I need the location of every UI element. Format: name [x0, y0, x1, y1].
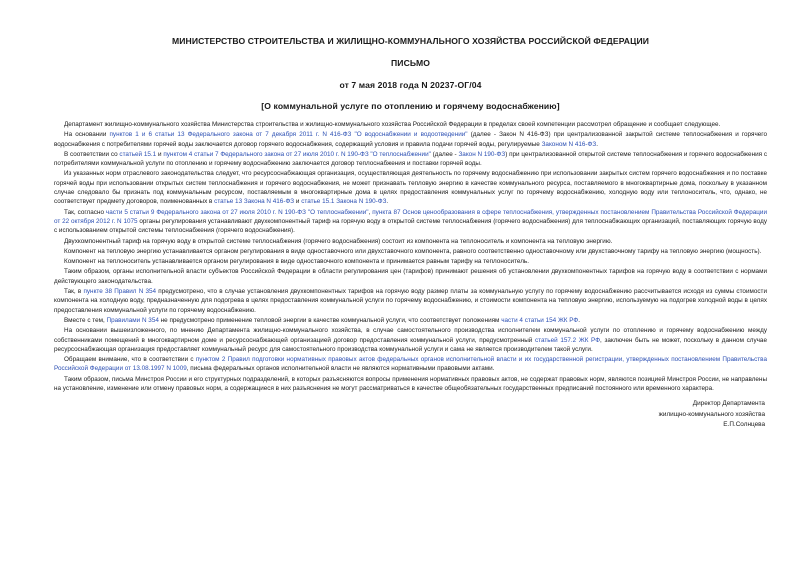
- text: .: [578, 316, 581, 324]
- signature-block: [54, 399, 767, 431]
- paragraph-5: [54, 208, 767, 236]
- link-article-13-law-416[interactable]: статье 13 Закона N 416-ФЗ: [214, 198, 295, 206]
- signature-department: жилищно-коммунального хозяйства: [658, 410, 765, 418]
- link-pricing-basics-1075[interactable]: пункта 87 Основ ценообразования в сфере теплоснабжения, утвержденных постановлением Правительства Российской Федерации от 22 октября 2012 г. N 1075: [54, 208, 768, 225]
- text: органы регулирования устанавливают двухкомпонентный тариф на горячую воду в открытой системе теплоснабжения (горячего водоснабжения) для теплоснабжающих организаций, поставляющих горячую воду с использованием открытой системы теплоснабжения (горячего водоснабжения).: [54, 217, 767, 235]
- text: На основании вышеизложенного, по мнению Департамента жилищно-коммунального хозяйства, в случае самостоятельного производства исполнителем коммунальной услуги по отоплению и горячему водоснабжению между собственниками помещений в многоквартирном доме и ресурсоснабжающей организацией договор предоставления коммунальной услуги, предусмотренный: [54, 327, 767, 344]
- link-housing-code-154[interactable]: части 4 статьи 154 ЖК РФ: [501, 316, 579, 324]
- document-date-number: от 7 мая 2018 года N 20237-ОГ/04: [339, 80, 482, 90]
- text: Обращаем внимание, что в соответствии с: [64, 356, 196, 364]
- text: , письма федеральных органов исполнительной власти не являются нормативными правовыми актами.: [186, 365, 495, 373]
- text: В соответствии со: [64, 150, 120, 158]
- text: и: [156, 150, 164, 158]
- text: .: [596, 140, 598, 148]
- signature-position: Директор Департамента: [692, 400, 765, 408]
- text: Так, согласно: [64, 208, 106, 216]
- link-article-15-1-law-190[interactable]: статье 15.1 Закона N 190-ФЗ: [301, 198, 387, 206]
- text: На основании: [64, 131, 110, 139]
- paragraph-6: Двухкомпонентный тариф на горячую воду в открытой системе теплоснабжения (горячего водоснабжения) состоит из компонента на теплоноситель и компонента на тепловую энергию.: [64, 237, 613, 245]
- paragraph-12: [54, 326, 767, 354]
- text: предусмотрено, что в случае установления двухкомпонентных тарифов на горячую воду размер платы за коммунальную услугу по горячему водоснабжению рассчитывается исходя из суммы стоимости компонента на холодную воду, предназначенную для подогрева в целях предоставления коммунальной услуги по горячему водоснабжению, и стоимости компонента на тепловую энергию, используемую на подогрев холодной воды в целях предоставления коммунальной услуги по горячему водоснабжению.: [54, 288, 768, 314]
- text: Вместе с тем,: [64, 316, 107, 324]
- text: (далее - Закон N 416-ФЗ) при централизованной закрытой системе теплоснабжения и горячего водоснабжения с потребителями горячей воды заключается договор горячего водоснабжения, содержащий условия и правила подачи горячей воды, регулируемые: [54, 131, 767, 148]
- link-rules-1009[interactable]: пунктом 2 Правил подготовки нормативных правовых актов федеральных органов исполнительной власти и их государственной регистрации, утвержденных постановлением Правительства Российской Федерации от 13.08.1997 N 1009: [54, 356, 768, 373]
- link-rules-354-item-38[interactable]: пункте 38 Правил N 354: [83, 288, 157, 296]
- link-law-190[interactable]: Закон N 190-ФЗ: [458, 150, 506, 158]
- link-housing-code-157-2[interactable]: статьей 157.2 ЖК РФ: [535, 336, 601, 344]
- paragraph-13: [54, 355, 767, 374]
- text: ,: [368, 208, 373, 216]
- paragraph-9: Таким образом, органы исполнительной власти субъектов Российской Федерации в области регулирования цен (тарифов) принимают решения об установлении двухкомпонентных тарифов на горячую воду в соответствии с нормами действующего законодательства.: [54, 268, 767, 285]
- ministry-title: МИНИСТЕРСТВО СТРОИТЕЛЬСТВА И ЖИЛИЩНО-КОММУНАЛЬНОГО ХОЗЯЙСТВА РОССИЙСКОЙ ФЕДЕРАЦИИ: [171, 36, 650, 46]
- paragraph-2: [54, 130, 767, 149]
- paragraph-7: Компонент на тепловую энергию устанавливается органом регулирования в виде одноставочного или двухставочного компонента, равного соответственно одноставочному или двухставочному тарифу на тепловую энергию (мощность).: [64, 247, 762, 255]
- link-law-190-article-9[interactable]: части 5 статьи 9 Федерального закона от 27 июля 2010 г. N 190-ФЗ "О теплоснабжении": [105, 208, 369, 216]
- paragraph-4: [54, 169, 767, 206]
- link-rules-354[interactable]: Правилами N 354: [106, 316, 159, 324]
- document-body: [54, 120, 767, 393]
- link-law-190-article-7[interactable]: пунктом 4 статьи 7 Федерального закона от 27 июля 2010 г. N 190-ФЗ "О теплоснабжении": [163, 150, 431, 158]
- text: Так, в: [64, 288, 84, 296]
- link-law-416[interactable]: Законом N 416-ФЗ: [541, 140, 597, 148]
- document-type: ПИСЬМО: [391, 58, 430, 68]
- link-law-416-articles[interactable]: пунктов 1 и 6 статьи 13 Федерального закона от 7 декабря 2011 г. N 416-ФЗ "О водоснабжении и водоотведении": [109, 131, 468, 139]
- text: (далее -: [430, 150, 459, 158]
- paragraph-11: [54, 316, 767, 325]
- paragraph-8: Компонент на теплоноситель устанавливается органом регулирования в виде одноставочного компонента и принимается равным тарифу на теплоноситель.: [64, 258, 529, 266]
- paragraph-10: [54, 287, 767, 315]
- text: , заключен быть не может, поскольку в данном случае ресурсоснабжающая организация предоставляет коммунальный ресурс для самостоятельного производства коммунальной услуги и сама не является производителем такой услуги.: [54, 336, 767, 353]
- document-subject: [О коммунальной услуге по отоплению и горячему водоснабжению]: [261, 101, 560, 111]
- text: ) при централизованной открытой системе теплоснабжения и горячего водоснабжения с потребителями коммунальной услуги по отоплению и горячему водоснабжению заключается договор теплоснабжения и поставки горячей воды.: [54, 150, 768, 168]
- text: .: [386, 198, 389, 206]
- paragraph-1: Департамент жилищно-коммунального хозяйства Министерства строительства и жилищно-коммунального хозяйства Российской Федерации в пределах своей компетенции рассмотрел обращение и сообщает следующее.: [64, 121, 721, 128]
- text: не предусмотрено применение тепловой энергии в качестве коммунальной услуги, что соответствует положениям: [158, 316, 502, 324]
- paragraph-3: [54, 150, 767, 169]
- link-article-15-1[interactable]: статьей 15.1: [119, 150, 157, 158]
- text: Из указанных норм отраслевого законодательства следует, что ресурсоснабжающая организация, осуществляющая деятельность по горячему водоснабжению при использовании закрытых систем горячего водоснабжения и по поставке горячей воды при использовании открытых систем теплоснабжения и горячего водоснабжения, не может признавать тепловую энергию в качестве коммунального ресурса, поставляемого в многоквартирные дома, поскольку в указанном случае следовало бы признать под коммунальным ресурсом, поставляемым в многоквартирные дома в целях предоставления коммунальных услуг по горячему водоснабжению, холодную воду или теплоноситель, что, однако, не соответствует предмету договоров, поименованных в: [54, 170, 767, 206]
- text: и: [294, 198, 302, 206]
- signature-name: Е.П.Солнцева: [723, 421, 765, 429]
- paragraph-14: Таким образом, письма Минстроя России и его структурных подразделений, в которых разъясняются вопросы применения нормативных правовых актов, не содержат правовых норм, являются позицией Минстроя России, не направлены на установление, изменение или отмену правовых норм, а содержащиеся в них разъяснения не могут рассматриваться в качестве общеобязательных государственных предписаний постоянного или временного характера.: [54, 375, 767, 393]
